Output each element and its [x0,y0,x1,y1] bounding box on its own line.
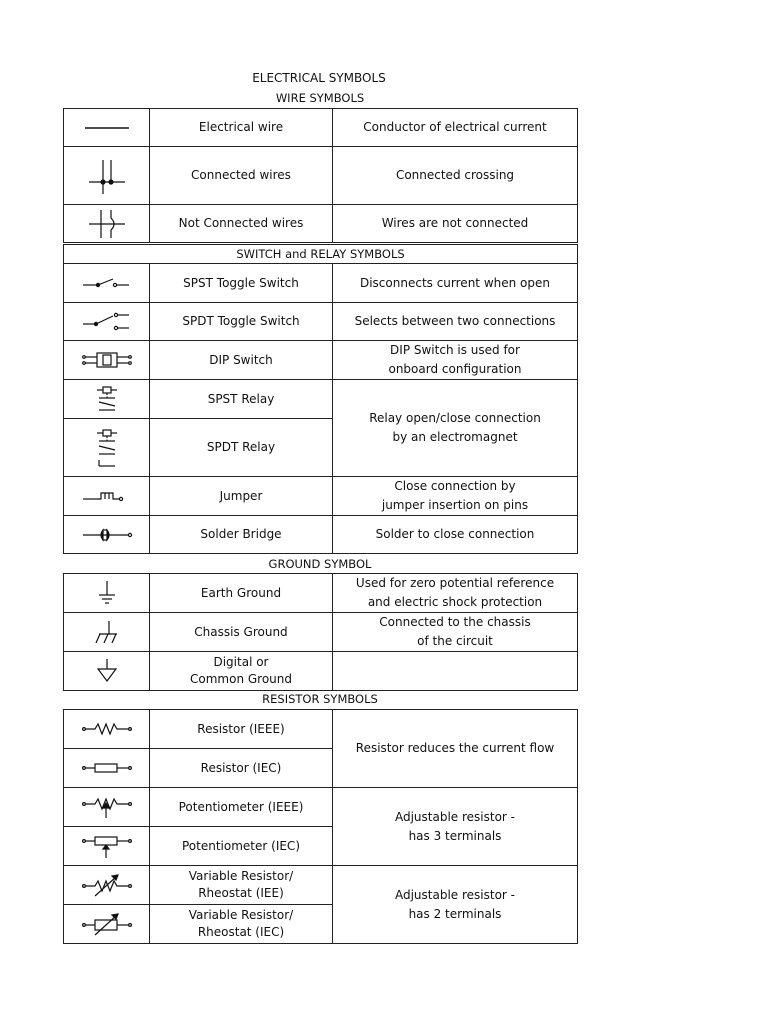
symbol-name: SPST Relay [150,380,333,419]
table-row [64,613,578,652]
connected-wires-icon [77,154,137,198]
symbol-description: Connected crossing [333,147,578,205]
symbol-name: Potentiometer (IEEE) [150,788,333,827]
symbol-name: Jumper [150,477,333,516]
symbol-cell [64,109,150,147]
symbol-name: SPST Toggle Switch [150,264,333,303]
symbol-name: Chassis Ground [150,613,333,652]
symbol-description: Conductor of electrical current [333,109,578,147]
switch-relay-table [63,244,578,554]
resistor-iec-icon [77,758,137,778]
table-row [64,788,578,827]
earth-ground-icon [77,578,137,608]
symbol-cell [64,652,150,691]
section-label-wire: WIRE SYMBOLS [275,91,365,105]
symbol-description: Adjustable resistor - has 2 terminals [333,866,578,944]
symbol-description [333,652,578,691]
symbol-cell [64,380,150,419]
symbol-cell [64,477,150,516]
symbol-description: Used for zero potential reference and electric shock protection [333,574,578,613]
table-row [64,477,578,516]
wire-symbols-table [63,108,578,243]
symbol-cell [64,264,150,303]
resistor-ieee-icon [77,719,137,739]
section-label-switch: SWITCH and RELAY SYMBOLS [64,245,578,264]
table-row [64,147,578,205]
jumper-icon [77,486,137,506]
symbol-name: Potentiometer (IEC) [150,827,333,866]
symbol-name: Connected wires [150,147,333,205]
spst-toggle-switch-icon [77,273,137,293]
symbol-name: Not Connected wires [150,205,333,243]
symbol-cell [64,788,150,827]
symbol-cell [64,866,150,905]
symbol-name: Digital or Common Ground [150,652,333,691]
spdt-relay-icon [77,426,137,470]
table-row [64,652,578,691]
spst-relay-icon [77,384,137,414]
symbol-description: Close connection by jumper insertion on pins [333,477,578,516]
symbol-name: SPDT Toggle Switch [150,303,333,341]
symbol-cell [64,613,150,652]
rheostat-iec-icon [77,909,137,939]
chassis-ground-icon [77,617,137,647]
section-label-ground: GROUND SYMBOL [268,557,372,571]
dip-switch-icon [77,348,137,372]
table-row [64,341,578,380]
table-row [64,516,578,554]
symbol-name: Solder Bridge [150,516,333,554]
symbol-description: Relay open/close connection by an electromagnet [333,380,578,477]
digital-ground-icon [77,656,137,686]
symbol-cell [64,749,150,788]
table-row [64,710,578,749]
table-row [64,264,578,303]
symbol-cell [64,516,150,554]
symbol-name: Earth Ground [150,574,333,613]
symbol-name: DIP Switch [150,341,333,380]
spdt-toggle-switch-icon [77,308,137,336]
resistor-symbols-table [63,709,578,944]
table-row [64,303,578,341]
symbol-cell [64,341,150,380]
table-row [64,574,578,613]
not-connected-wires-icon [77,207,137,241]
symbol-cell [64,205,150,243]
symbol-name: Electrical wire [150,109,333,147]
table-row [64,866,578,905]
symbol-description: Solder to close connection [333,516,578,554]
table-row [64,205,578,243]
symbol-cell [64,419,150,477]
solder-bridge-icon [77,525,137,545]
symbol-name: Resistor (IEEE) [150,710,333,749]
section-header-row [64,245,578,264]
symbol-description: Selects between two connections [333,303,578,341]
electrical-wire-icon [77,118,137,138]
section-label-resistor: RESISTOR SYMBOLS [262,692,378,706]
symbol-cell [64,905,150,944]
symbol-cell [64,827,150,866]
table-row [64,380,578,419]
symbol-cell [64,147,150,205]
potentiometer-iec-icon [77,831,137,861]
symbol-description: Adjustable resistor - has 3 terminals [333,788,578,866]
symbol-description: Resistor reduces the current flow [333,710,578,788]
rheostat-ieee-icon [77,870,137,900]
symbol-cell [64,574,150,613]
symbol-name: Variable Resistor/ Rheostat (IEC) [150,905,333,944]
symbol-name: Resistor (IEC) [150,749,333,788]
document-title: ELECTRICAL SYMBOLS [252,71,386,85]
symbol-description: Connected to the chassis of the circuit [333,613,578,652]
symbol-cell [64,303,150,341]
symbol-name: SPDT Relay [150,419,333,477]
table-row [64,109,578,147]
symbol-name: Variable Resistor/ Rheostat (IEE) [150,866,333,905]
symbol-description: Wires are not connected [333,205,578,243]
symbol-description: Disconnects current when open [333,264,578,303]
potentiometer-ieee-icon [77,792,137,822]
symbol-cell [64,710,150,749]
ground-symbols-table [63,573,578,691]
symbol-description: DIP Switch is used for onboard configuration [333,341,578,380]
